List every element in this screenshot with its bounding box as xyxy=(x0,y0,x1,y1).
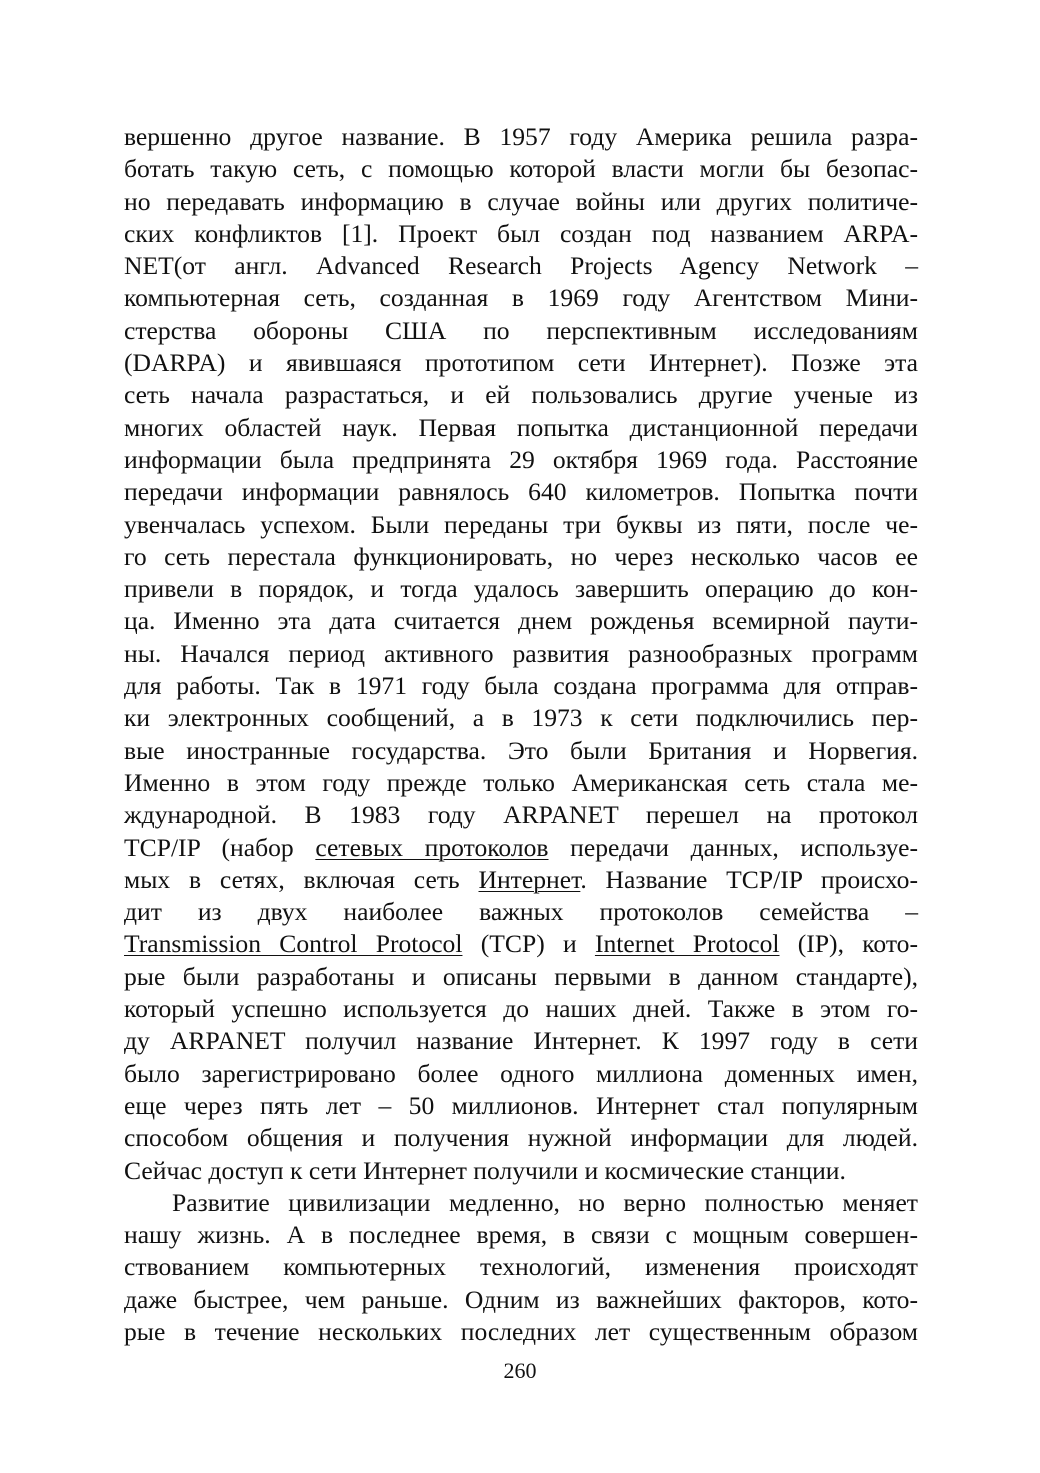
text-line xyxy=(124,1219,918,1251)
text-line xyxy=(124,1316,918,1348)
text-segment: нашу жизнь. А в последнее время, в связи с мощным совершен- xyxy=(124,1220,918,1250)
text-line xyxy=(124,153,918,185)
text-segment: который успешно используется до наших дней. Также в этом го- xyxy=(124,994,918,1024)
text-line xyxy=(124,1058,918,1090)
text-line xyxy=(124,896,918,928)
text-segment: ду ARPANET получил название Интернет. К 1997 году в сети xyxy=(124,1026,918,1056)
text-line xyxy=(124,1284,918,1316)
text-line xyxy=(124,1025,918,1057)
text-line xyxy=(124,186,918,218)
text-segment: многих областей наук. Первая попытка дистанционной передачи xyxy=(124,412,918,442)
text-line xyxy=(124,444,918,476)
text-segment: ботать такую сеть, с помощью которой власти могли бы безопас- xyxy=(124,154,918,184)
text-segment: . Название TCP/IP происхо- xyxy=(580,864,918,894)
text-line xyxy=(124,638,918,670)
text-segment: (DARPA) и явившаяся прототипом сети Интернет). Позже эта xyxy=(124,348,918,378)
text-segment: передачи данных, используе- xyxy=(548,832,918,862)
text-segment: было зарегистрировано более одного миллиона доменных имен, xyxy=(124,1058,918,1088)
text-line xyxy=(124,767,918,799)
text-segment: TCP/IP (набор xyxy=(124,832,316,862)
text-segment: передачи информации равнялось 640 километров. Попытка почти xyxy=(124,477,918,507)
text-segment: стерства обороны США по перспективным исследованиям xyxy=(124,315,918,345)
text-segment: сеть начала разрастаться, и ей пользовались другие ученые из xyxy=(124,380,918,410)
text-segment: информации была предпринята 29 октября 1969 года. Расстояние xyxy=(124,444,918,474)
text-segment: способом общения и получения нужной информации для людей. xyxy=(124,1123,918,1153)
text-line xyxy=(124,864,918,896)
text-segment: дит из двух наиболее важных протоколов семейства – xyxy=(124,897,918,927)
text-line xyxy=(124,961,918,993)
text-line xyxy=(124,928,918,960)
text-line xyxy=(124,476,918,508)
text-segment: Именно в этом году прежде только Американская сеть стала ме- xyxy=(124,767,918,797)
text-segment: мых в сетях, включая сеть xyxy=(124,864,479,894)
text-line xyxy=(124,735,918,767)
text-line xyxy=(124,832,918,864)
text-line xyxy=(124,702,918,734)
text-line xyxy=(124,605,918,637)
text-line xyxy=(124,799,918,831)
text-segment: ждународной. В 1983 году ARPANET перешел на протокол xyxy=(124,800,918,830)
text-line xyxy=(124,1187,918,1219)
text-line xyxy=(124,347,918,379)
text-segment: NET(от англ. Advanced Research Projects Agency Network – xyxy=(124,251,918,281)
text-line xyxy=(124,282,918,314)
text-segment: увенчалась успехом. Были переданы три буквы из пяти, после че- xyxy=(124,509,918,539)
text-segment: еще через пять лет – 50 миллионов. Интернет стал популярным xyxy=(124,1090,918,1120)
text-segment: ны. Начался период активного развития разнообразных программ xyxy=(124,638,918,668)
text-line xyxy=(124,1122,918,1154)
text-line xyxy=(124,573,918,605)
text-line xyxy=(124,379,918,411)
underlined-term: Internet Protocol xyxy=(594,929,780,959)
text-segment: даже быстрее, чем раньше. Одним из важнейших факторов, кото- xyxy=(124,1284,918,1314)
text-segment: рые в течение нескольких последних лет существенным образом xyxy=(124,1316,918,1346)
text-line xyxy=(124,993,918,1025)
text-line xyxy=(124,412,918,444)
text-segment: ца. Именно эта дата считается днем рожденья всемирной паути- xyxy=(124,606,918,636)
page-body xyxy=(124,121,918,1348)
text-segment: Развитие цивилизации медленно, но верно полностью меняет xyxy=(172,1187,918,1217)
text-segment: ки электронных сообщений, а в 1973 к сети подключились пер- xyxy=(124,703,918,733)
paragraph xyxy=(124,1187,918,1348)
text-line xyxy=(124,1155,918,1187)
text-segment: вершенно другое название. В 1957 году Америка решила разра- xyxy=(124,122,918,151)
underlined-term: Интернет xyxy=(478,864,581,894)
text-segment: привели в порядок, и тогда удалось завершить операцию до кон- xyxy=(124,574,918,604)
text-segment: го сеть перестала функционировать, но через несколько часов ее xyxy=(124,541,918,571)
text-line xyxy=(124,670,918,702)
text-segment: (TCP) и xyxy=(462,929,595,959)
text-line xyxy=(124,218,918,250)
text-line xyxy=(124,1251,918,1283)
underlined-term: сетевых протоколов xyxy=(315,832,549,862)
underlined-term: Transmission Control Protocol xyxy=(124,929,463,959)
paragraph xyxy=(124,121,918,1187)
text-line xyxy=(124,509,918,541)
page-number: 260 xyxy=(503,1358,537,1383)
text-segment: ских конфликтов [1]. Проект был создан под названием ARPA- xyxy=(124,218,918,248)
text-line xyxy=(124,1090,918,1122)
text-line xyxy=(124,315,918,347)
text-segment: для работы. Так в 1971 году была создана программа для отправ- xyxy=(124,671,918,701)
text-segment: вые иностранные государства. Это были Британия и Норвегия. xyxy=(124,735,918,765)
text-segment: компьютерная сеть, созданная в 1969 году Агентством Мини- xyxy=(124,283,918,313)
text-segment: но передавать информацию в случае войны или других политиче- xyxy=(124,186,918,216)
text-segment: (IP), кото- xyxy=(779,929,918,959)
text-segment: ствованием компьютерных технологий, изменения происходят xyxy=(124,1252,918,1282)
text-line xyxy=(124,541,918,573)
text-segment: рые были разработаны и описаны первыми в данном стандарте), xyxy=(124,961,918,991)
text-segment: Сейчас доступ к сети Интернет получили и космические станции. xyxy=(124,1155,846,1185)
text-line xyxy=(124,121,918,153)
text-line xyxy=(124,250,918,282)
